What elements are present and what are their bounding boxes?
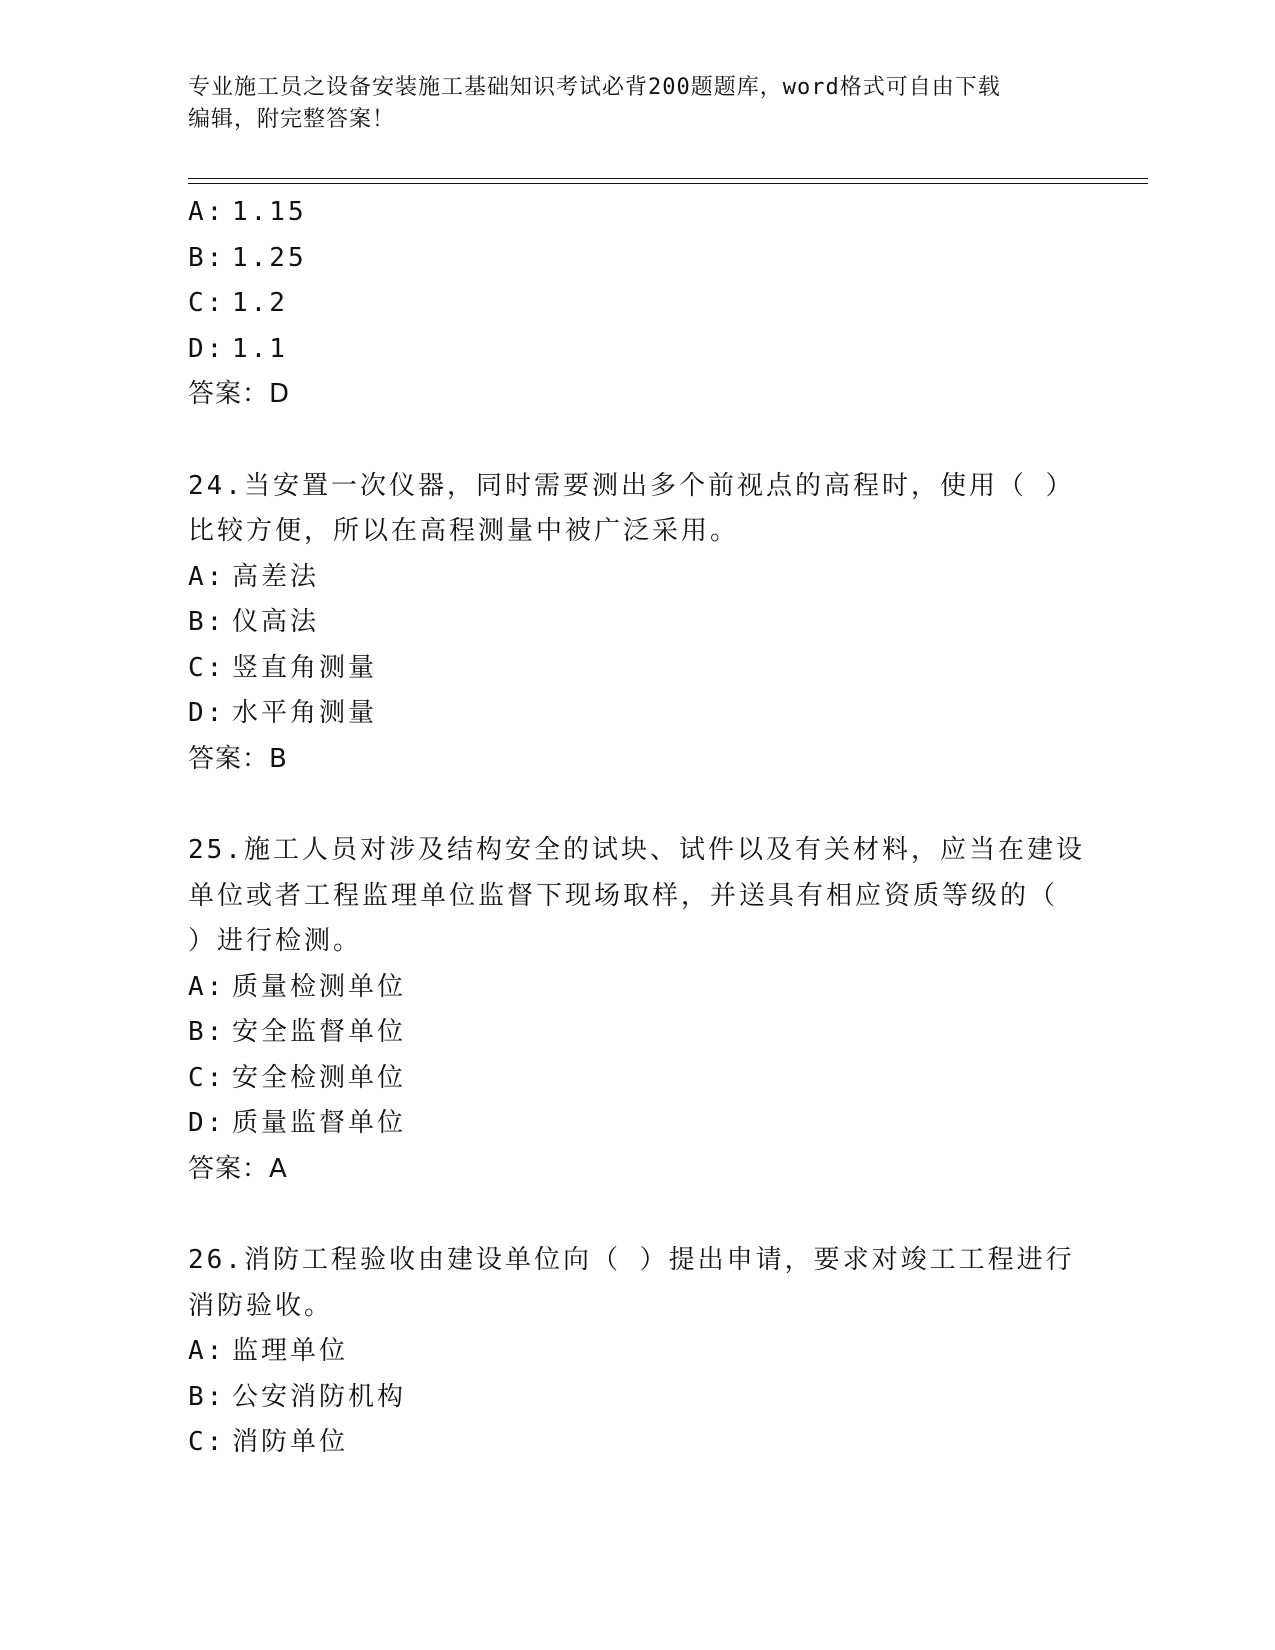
option-b bbox=[188, 1375, 1088, 1421]
question-list bbox=[188, 190, 1088, 1466]
question-gap bbox=[188, 1192, 1088, 1238]
option-key: C: bbox=[188, 1427, 226, 1457]
option-c bbox=[188, 281, 1088, 327]
header-divider-top bbox=[188, 178, 1148, 179]
option-key: A: bbox=[188, 197, 226, 227]
option-key: A: bbox=[188, 971, 226, 1002]
question-stem-line: 26.消防工程验收由建设单位向（ ）提出申请，要求对竣工工程进行 bbox=[188, 1245, 1075, 1275]
question-24 bbox=[188, 464, 1088, 783]
option-text: 1.2 bbox=[232, 288, 288, 318]
option-a bbox=[188, 1329, 1088, 1375]
option-b bbox=[188, 600, 1088, 646]
question-stem-line: ）进行检测。 bbox=[188, 926, 363, 956]
option-key: A: bbox=[188, 561, 226, 592]
option-key: C: bbox=[188, 288, 226, 318]
option-key: D: bbox=[188, 333, 226, 364]
option-text: 1.1 bbox=[232, 333, 288, 364]
option-key: C: bbox=[188, 1062, 226, 1093]
option-text: 水平角测量 bbox=[232, 698, 378, 728]
option-text: 质量检测单位 bbox=[232, 971, 407, 1002]
option-text: 安全监督单位 bbox=[232, 1017, 407, 1047]
option-text: 监理单位 bbox=[232, 1336, 349, 1366]
option-c bbox=[188, 646, 1088, 692]
option-b bbox=[188, 236, 1088, 282]
option-text: 1.25 bbox=[232, 242, 307, 273]
answer-line: 答案：B bbox=[188, 743, 288, 774]
question-23-options bbox=[188, 190, 1088, 418]
option-d bbox=[188, 691, 1088, 737]
answer-line: 答案：D bbox=[188, 379, 291, 409]
option-key: B: bbox=[188, 1381, 226, 1412]
option-text: 仪高法 bbox=[232, 607, 320, 637]
question-25 bbox=[188, 828, 1088, 1192]
option-d bbox=[188, 1101, 1088, 1147]
option-key: B: bbox=[188, 607, 226, 637]
option-d bbox=[188, 327, 1088, 373]
header-line-1: 专业施工员之设备安装施工基础知识考试必背200题题库，word格式可自由下载 bbox=[188, 75, 1001, 100]
option-key: B: bbox=[188, 1017, 226, 1047]
document-header bbox=[188, 72, 1088, 136]
option-text: 高差法 bbox=[232, 561, 320, 592]
question-stem-line: 25.施工人员对涉及结构安全的试块、试件以及有关材料，应当在建设 bbox=[188, 835, 1085, 865]
option-key: B: bbox=[188, 242, 226, 273]
option-text: 质量监督单位 bbox=[232, 1108, 407, 1138]
question-stem-line: 24.当安置一次仪器，同时需要测出多个前视点的高程时，使用（ ） bbox=[188, 470, 1075, 501]
option-key: A: bbox=[188, 1336, 226, 1366]
question-stem-line: 比较方便，所以在高程测量中被广泛采用。 bbox=[188, 516, 740, 546]
question-stem-line: 单位或者工程监理单位监督下现场取样，并送具有相应资质等级的（ bbox=[188, 880, 1059, 911]
option-text: 消防单位 bbox=[232, 1427, 349, 1457]
header-line-2: 编辑，附完整答案！ bbox=[188, 107, 396, 132]
question-gap bbox=[188, 418, 1088, 464]
option-key: C: bbox=[188, 652, 226, 683]
option-key: D: bbox=[188, 698, 226, 728]
option-c bbox=[188, 1056, 1088, 1102]
option-c bbox=[188, 1420, 1088, 1466]
option-text: 竖直角测量 bbox=[232, 652, 378, 683]
option-a bbox=[188, 190, 1088, 236]
option-a bbox=[188, 555, 1088, 601]
option-key: D: bbox=[188, 1108, 226, 1138]
question-stem-line: 消防验收。 bbox=[188, 1290, 334, 1321]
question-26 bbox=[188, 1238, 1088, 1466]
option-b bbox=[188, 1010, 1088, 1056]
question-gap bbox=[188, 782, 1088, 828]
answer-line: 答案：A bbox=[188, 1153, 288, 1184]
option-text: 安全检测单位 bbox=[232, 1062, 407, 1093]
option-text: 公安消防机构 bbox=[232, 1381, 407, 1412]
header-divider-bottom bbox=[188, 183, 1148, 184]
option-text: 1.15 bbox=[232, 197, 307, 227]
option-a bbox=[188, 965, 1088, 1011]
